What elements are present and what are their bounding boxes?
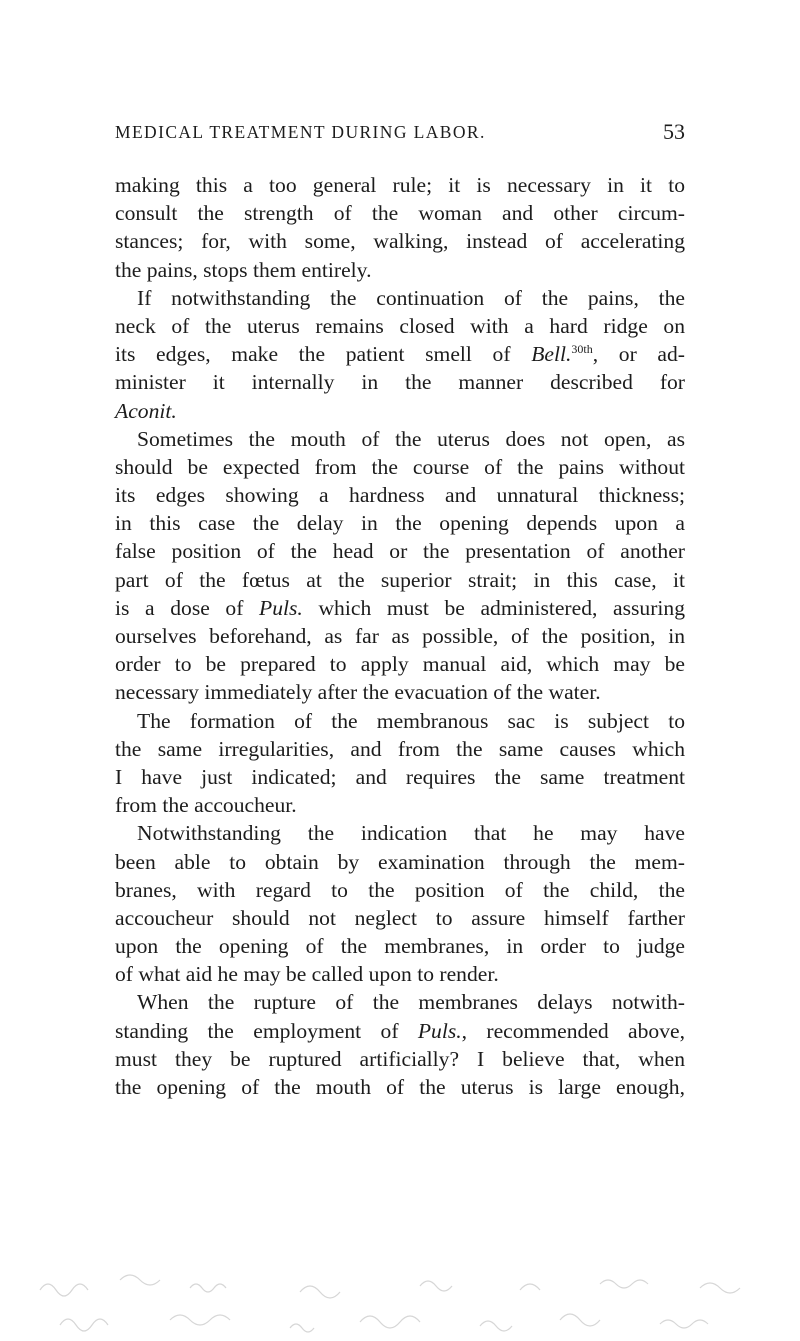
text-line: If notwithstanding the continuation of the pains, the (137, 285, 685, 310)
text-line: the same irregularities, and from the same causes which (115, 736, 685, 761)
text-fragment: which must be administered, assuring (302, 595, 685, 620)
text-line: from the accoucheur. (115, 793, 297, 818)
text-line (115, 397, 685, 425)
text-line: I have just indicated; and requires the same treatment (115, 764, 685, 789)
chapter-title: MEDICAL TREATMENT DURING LABOR. (115, 122, 486, 142)
text-line: in this case the delay in the opening depends upon a (115, 511, 685, 536)
text-line: accoucheur should not neglect to assure himself farther (115, 905, 685, 930)
remedy-name: Bell. (531, 342, 572, 367)
text-line: ourselves beforehand, as far as possible, of the position, in (115, 624, 685, 648)
text-line: necessary immediately after the evacuation of the water. (115, 680, 601, 705)
text-line (115, 594, 685, 622)
bleed-through-marks (0, 1250, 800, 1341)
text-fragment: standing the employment of (115, 1018, 418, 1043)
text-fragment: , recommended above, (461, 1018, 685, 1043)
text-line (115, 340, 685, 368)
text-line: been able to obtain by examination through the mem- (115, 849, 685, 874)
remedy-name: Aconit. (115, 398, 177, 423)
remedy-name: Puls. (259, 595, 303, 620)
remedy-name: Puls. (417, 1018, 462, 1043)
text-line (115, 1017, 685, 1045)
text-fragment: its edges, make the patient smell of (115, 342, 532, 367)
text-line: stances; for, with some, walking, instead of accelerating (115, 229, 685, 254)
text-line: upon the opening of the membranes, in order to judge (115, 934, 685, 959)
text-line: The formation of the membranous sac is subject to (137, 708, 685, 733)
text-line: should be expected from the course of the pains without (115, 454, 685, 479)
text-line: part of the fœtus at the superior strait; in this case, it (115, 567, 685, 592)
text-fragment: is a dose of (115, 595, 260, 620)
text-line: making this a too general rule; it is necessary in it to (115, 173, 685, 197)
text-line: the pains, stops them entirely. (115, 257, 372, 282)
text-line: order to be prepared to apply manual aid, which may be (115, 652, 685, 677)
text-line: Sometimes the mouth of the uterus does not open, as (137, 426, 685, 451)
text-line: its edges showing a hardness and unnatural thickness; (115, 483, 685, 508)
text-line: the opening of the mouth of the uterus is large enough, (115, 1075, 685, 1099)
text-line: When the rupture of the membranes delays notwith- (137, 990, 685, 1015)
text-line: of what aid he may be called upon to render. (115, 962, 499, 987)
text-fragment: , or ad- (592, 342, 685, 367)
text-line: must they be ruptured artificially? I believe that, when (115, 1046, 685, 1071)
text-line: false position of the head or the presentation of another (115, 539, 685, 564)
body-text (115, 171, 685, 1101)
text-line: neck of the uterus remains closed with a hard ridge on (115, 313, 685, 338)
potency: 30th (571, 341, 593, 356)
page-number: 53 (663, 119, 685, 144)
text-line: minister it internally in the manner described for (115, 370, 685, 395)
text-line: consult the strength of the woman and other circum- (115, 201, 685, 226)
text-line: branes, with regard to the position of the child, the (115, 877, 685, 902)
text-line: Notwithstanding the indication that he may have (137, 821, 685, 846)
